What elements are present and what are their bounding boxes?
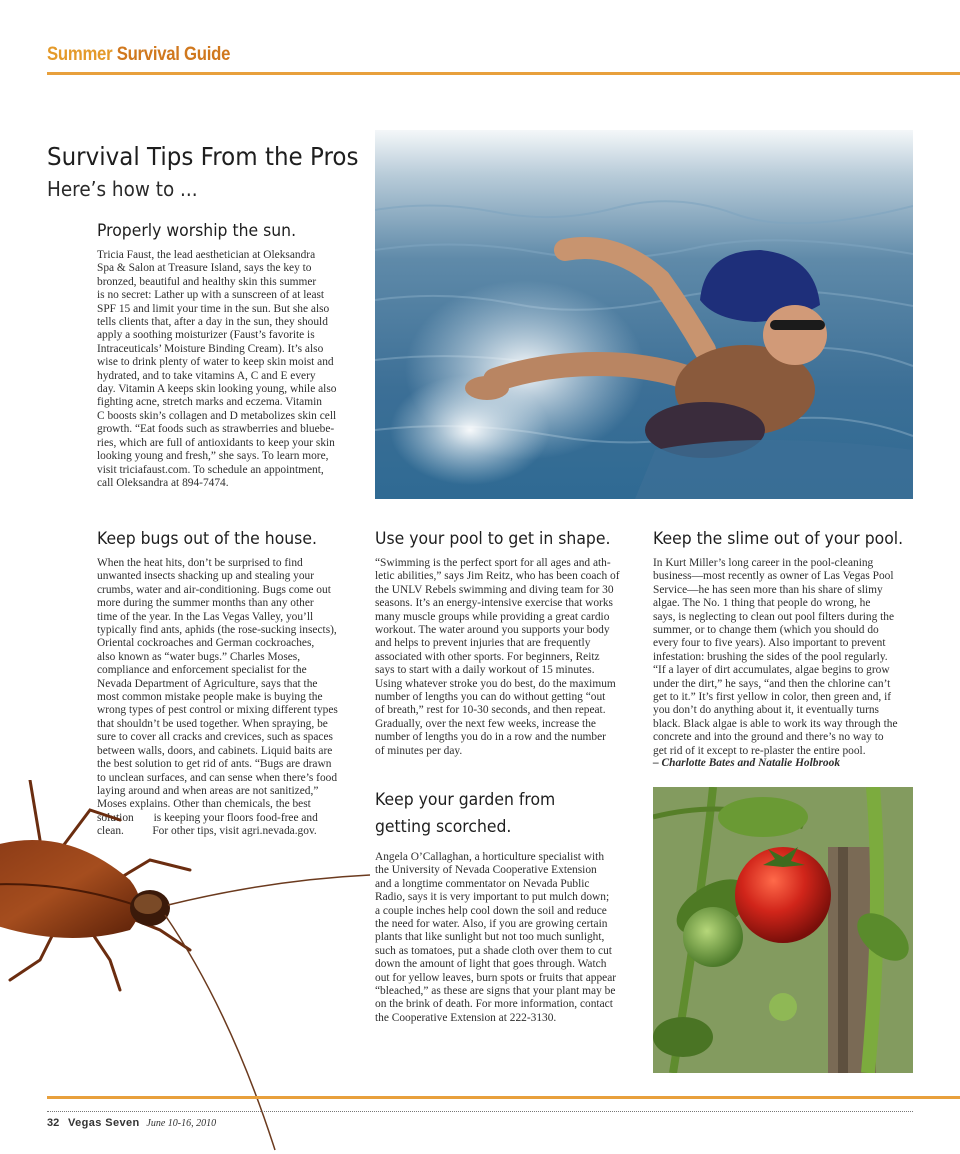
text-line: solution is keeping your floors food-free and — [97, 811, 318, 824]
text-line: wrong types of pest control or mixing different types — [97, 704, 338, 717]
text-line: the University of Nevada Cooperative Extension — [375, 864, 597, 877]
text-line: Using whatever stroke you do best, do the maximum — [375, 677, 616, 690]
text-line: on the brink of death. For more information, contact — [375, 998, 613, 1011]
text-line: SPF 15 and limit your time in the sun. But she also — [97, 302, 330, 315]
text-line: hydrated, and to take vitamins A, C and E every — [97, 369, 316, 382]
text-line: the UNLV Rebels swimming and diving team for 30 — [375, 583, 614, 596]
text-line: In Kurt Miller’s long career in the pool-cleaning — [653, 557, 874, 569]
text-line: Spa & Salon at Treasure Island, says the key to — [97, 262, 312, 275]
section-header — [47, 44, 230, 66]
text-line: many muscle groups while providing a great cardio — [375, 610, 610, 623]
text-line: Radio, says it is very important to put mulch down; — [375, 891, 610, 904]
text-line: every four to five years). Also important to prevent — [653, 637, 886, 650]
text-line: number of lengths you can do without getting “out — [375, 691, 606, 704]
text-line: infestation: brushing the sides of the pool regularly. — [653, 650, 888, 663]
heading-garden-line1: Keep your garden from — [375, 790, 556, 810]
text-line: “If a layer of dirt accumulates, algae begins to grow — [653, 664, 890, 677]
footer — [47, 1117, 216, 1129]
text-line: “bleached,” as these are signs that your plant may be — [375, 985, 616, 998]
byline: – Charlotte Bates and Natalie Holbrook — [653, 757, 841, 769]
text-line: ries, which are full of antioxidants to keep your skin — [97, 436, 335, 449]
page-title: Survival Tips From the Pros — [47, 142, 359, 171]
text-line: C boosts skin’s collagen and D metabolizes skin cell — [97, 409, 337, 422]
text-line: letic abilities,” says Jim Reitz, who has been coach of — [375, 570, 620, 583]
heading-garden-line2: getting scorched. — [375, 817, 512, 837]
text-line: Moses explains. Other than chemicals, the best — [97, 798, 311, 811]
body-garden — [375, 851, 645, 1025]
text-line: out for yellow leaves, burn spots or fruits that appear — [375, 971, 617, 984]
text-line: “Swimming is the perfect sport for all ages and ath- — [375, 557, 611, 569]
text-line: Gradually, over the next few weeks, increase the — [375, 717, 596, 730]
text-line: and a longtime commentator on Nevada Public — [375, 877, 590, 890]
text-line: visit triciafaust.com. To schedule an appointment, — [97, 463, 324, 476]
text-line: fighting acne, stretch marks and eczema. Vitamin — [97, 396, 322, 409]
text-line: call Oleksandra at 894-7474. — [97, 476, 229, 489]
text-line: When the heat hits, don’t be surprised to find — [97, 557, 303, 569]
text-line: time of the year. In the Las Vegas Valley, you’ll — [97, 610, 314, 623]
text-line: looking young and fresh,” she says. To learn more, — [97, 450, 329, 463]
text-line: typically find ants, aphids (the rose-sucking insects), — [97, 624, 337, 637]
text-line: sure to cover all cracks and crevices, such as spaces — [97, 731, 333, 744]
text-line: tells clients that, after a day in the sun, they should — [97, 316, 328, 329]
text-line: to unclean surfaces, and can sense when there’s food — [97, 771, 338, 784]
text-line: Intraceuticals’ Moisture Binding Cream). It’s also — [97, 342, 324, 355]
page-subtitle: Here’s how to ... — [47, 177, 198, 201]
text-line: algae. The No. 1 thing that people do wrong, he — [653, 597, 871, 610]
text-line: day. Vitamin A keeps skin looking young, while also — [97, 383, 337, 396]
text-line: also known as “water bugs.” Charles Moses, — [97, 650, 301, 663]
swimmer-photo — [375, 130, 913, 499]
text-line: Oriental cockroaches and German cockroaches, — [97, 637, 315, 650]
body-bugs — [97, 557, 365, 839]
heading-pool-shape: Use your pool to get in shape. — [375, 529, 611, 549]
page-number: 32 — [47, 1117, 60, 1129]
text-line: most common mistake people make is buying the — [97, 691, 323, 704]
text-line: Service—he has seen more than his share of slimy — [653, 583, 883, 596]
text-line: business—most recently as owner of Las Vegas Pool — [653, 570, 894, 583]
text-line: unwanted insects shacking up and stealing your — [97, 570, 315, 583]
text-line: you don’t do anything about it, it eventually turns — [653, 704, 879, 717]
footer-dotted-line — [47, 1111, 913, 1112]
text-line: workout. The water around you supports your body — [375, 624, 610, 637]
text-line: concrete and into the ground and there’s no way to — [653, 731, 884, 744]
section-header-word2: Survival Guide — [116, 44, 231, 65]
text-line: down the amount of light that goes through. Watch — [375, 958, 607, 971]
text-line: Angela O’Callaghan, a horticulture specialist with — [375, 851, 605, 863]
text-line: summer, or to change them (which you should do — [653, 624, 879, 637]
text-line: says to start with a daily workout of 15 minutes. — [375, 664, 595, 677]
text-line: number of lengths you do in a row and the number — [375, 731, 606, 744]
heading-slime: Keep the slime out of your pool. — [653, 529, 904, 549]
heading-sun: Properly worship the sun. — [97, 221, 297, 241]
text-line: under the dirt,” he says, “and then the chlorine can’t — [653, 677, 891, 690]
text-line: that shouldn’t be used together. When spraying, be — [97, 717, 328, 730]
text-line: wise to drink plenty of water to keep skin moist and — [97, 356, 334, 369]
text-line: black. Black algae is able to work its way through the — [653, 717, 898, 730]
text-line: of breath,” rest for 10-30 seconds, and then repeat. — [375, 704, 606, 717]
header-rule — [47, 72, 960, 75]
text-line: clean. For other tips, visit agri.nevada.gov. — [97, 825, 317, 838]
text-line: of minutes per day. — [375, 744, 463, 757]
text-line: is no secret: Lather up with a sunscreen of at least — [97, 289, 325, 302]
text-line: a couple inches help cool down the soil and reduce — [375, 904, 607, 917]
heading-bugs: Keep bugs out of the house. — [97, 529, 317, 549]
text-line: compliance and enforcement specialist for the — [97, 664, 307, 677]
text-line: get rid of it except to re-plaster the entire pool. — [653, 744, 866, 757]
text-line: seasons. It’s an energy-intensive exercise that works — [375, 597, 613, 610]
text-line: apply a soothing moisturizer (Faust’s favorite is — [97, 329, 315, 342]
body-pool-shape — [375, 557, 643, 758]
text-line: the Cooperative Extension at 222-3130. — [375, 1011, 557, 1024]
tomato-photo — [653, 787, 913, 1073]
text-line: and helps to prevent injuries that are frequently — [375, 637, 591, 650]
text-line: the best solution to get rid of ants. “Bugs are drawn — [97, 758, 332, 771]
text-line: bronzed, beautiful and healthy skin this summer — [97, 275, 317, 288]
text-line: get to it.” It’s first yellow in color, then green and, if — [653, 691, 892, 704]
text-line: says, is neglecting to clean out pool filters during the — [653, 610, 895, 623]
text-line: crumbs, water and air-conditioning. Bugs come out — [97, 583, 331, 596]
text-line: laying around and when areas are not sanitized,” — [97, 784, 319, 797]
text-line: the need for water. Also, if you are growing certain — [375, 918, 608, 931]
text-line: more during the summer months than any other — [97, 597, 314, 610]
issue-date: June 10-16, 2010 — [146, 1118, 217, 1129]
text-line: such as tomatoes, put a shade cloth over them to cut — [375, 944, 612, 957]
text-line: Tricia Faust, the lead aesthetician at Oleksandra — [97, 249, 316, 261]
text-line: growth. “Eat foods such as strawberries and bluebe- — [97, 423, 335, 436]
magazine-name: Vegas Seven — [68, 1117, 140, 1129]
text-line: Nevada Department of Agriculture, says that the — [97, 677, 318, 690]
footer-rule — [47, 1096, 960, 1099]
section-header-word1: Summer — [47, 44, 113, 65]
body-slime — [653, 557, 918, 758]
text-line: plants that like sunlight but not too much sunlight, — [375, 931, 605, 944]
text-line: associated with other sports. For beginners, Reitz — [375, 650, 600, 663]
text-line: between walls, doors, and cabinets. Liquid baits are — [97, 744, 333, 757]
body-sun — [97, 249, 367, 490]
